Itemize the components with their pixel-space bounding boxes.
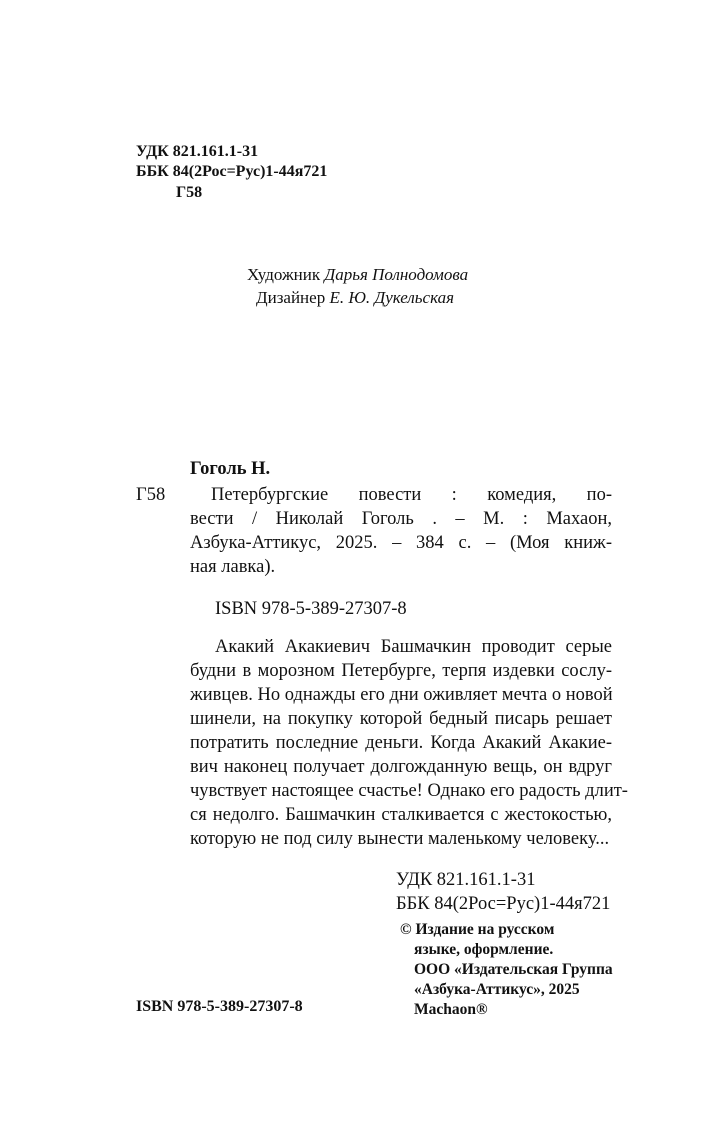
annotation-line: вич наконец получает долгожданную вещь, он вдруг: [190, 757, 612, 777]
annotation-line: потратить последние деньги. Когда Акакий Акакие-: [190, 733, 612, 753]
catalog-author: Гоголь Н.: [190, 459, 271, 479]
catalog-mark: Г58: [136, 485, 166, 505]
description-line: Азбука-Аттикус, 2025. – 384 с. – (Моя книж-: [190, 533, 612, 553]
annotation-line: которую не под силу вынести маленькому человеку...: [190, 829, 610, 849]
description-line: ная лавка).: [190, 557, 276, 577]
catalog-isbn: ISBN 978-5-389-27307-8: [215, 599, 407, 619]
top-udk: УДК 821.161.1-31: [136, 143, 259, 160]
copyright-line: ООО «Издательская Группа: [414, 961, 613, 978]
annotation-line: чувствует настоящее счастье! Однако его радость длит-: [190, 781, 628, 801]
copyright-line: © Издание на русском: [400, 921, 555, 938]
artist-name: Дарья Полнодомова: [324, 265, 469, 284]
top-bbk: ББК 84(2Рос=Рус)1-44я721: [136, 163, 328, 180]
annotation-line: живцев. Но однажды его дни оживляет мечта о новой: [190, 685, 613, 705]
designer-role: Дизайнер: [256, 288, 326, 307]
annotation-line: будни в морозном Петербурге, терпя издевки сослу-: [190, 661, 612, 681]
designer-name: Е. Ю. Дукельская: [329, 288, 455, 307]
description-line: вести / Николай Гоголь . – М. : Махаон,: [190, 509, 612, 529]
artist-role: Художник: [247, 265, 321, 284]
copyright-line: языке, оформление.: [414, 941, 554, 958]
annotation-line: ся недолго. Башмачкин сталкивается с жестокостью,: [190, 805, 612, 825]
copyright-line: «Азбука-Аттикус», 2025: [414, 981, 580, 998]
annotation-line: шинели, на покупку которой бедный писарь решает: [190, 709, 612, 729]
description-line: Петербургские повести : комедия, по-: [211, 485, 612, 505]
credit-artist: [247, 264, 468, 286]
top-author-mark: Г58: [176, 184, 203, 201]
credit-designer: [256, 287, 454, 309]
catalog-udk: УДК 821.161.1-31: [396, 870, 536, 890]
bottom-isbn: ISBN 978-5-389-27307-8: [136, 998, 303, 1015]
catalog-bbk: ББК 84(2Рос=Рус)1-44я721: [396, 894, 611, 914]
annotation-line: Акакий Акакиевич Башмачкин проводит серые: [215, 637, 612, 657]
copyright-line: Machaon®: [414, 1001, 488, 1018]
